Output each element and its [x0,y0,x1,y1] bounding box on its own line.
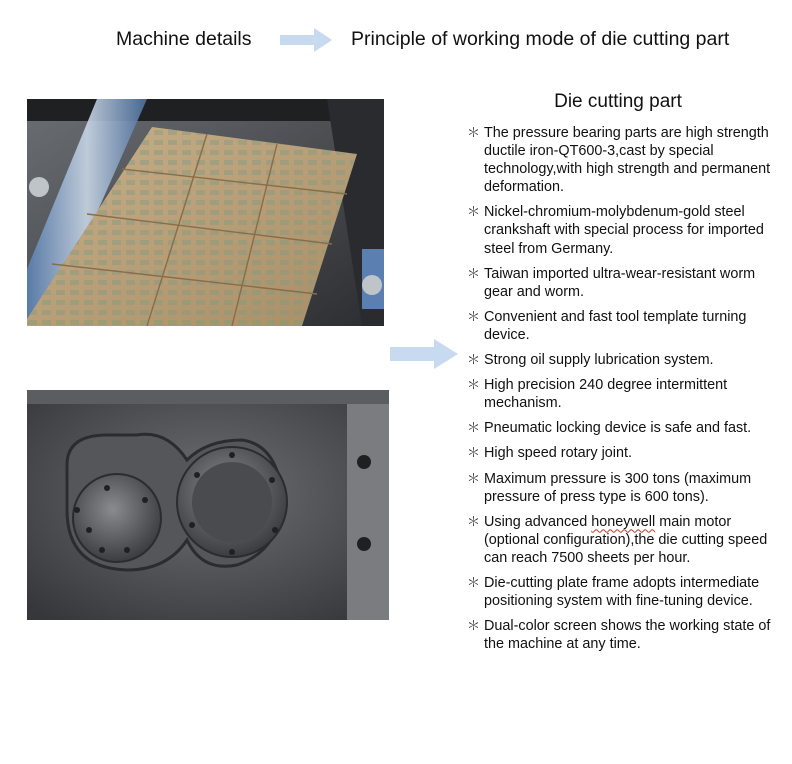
list-item: ＊ High speed rotary joint. [467,445,632,462]
breadcrumb-step-principle: Principle of working mode of die cutting part [351,28,730,50]
right-arrow-icon [280,28,332,52]
list-item: ＊ Taiwan imported ultra-wear-resistant worm gear and worm. [467,265,756,300]
asterisk-bullet-icon: ＊ [467,420,481,436]
asterisk-bullet-icon: ＊ [467,204,481,220]
list-item: ＊ The pressure bearing parts are high strength ductile iron-QT600-3,cast by special technology,with high strength and permanent deformation. [467,125,771,196]
asterisk-bullet-icon: ＊ [467,618,481,634]
list-item: ＊ High precision 240 degree intermittent mechanism. [467,377,728,412]
breadcrumb-step-machine-details: Machine details [116,28,252,50]
asterisk-bullet-icon: ＊ [467,352,481,368]
asterisk-bullet-icon: ＊ [467,265,481,281]
spellcheck-word: honeywell [591,513,656,530]
section-title: Die cutting part [554,91,682,112]
list-item: ＊ Convenient and fast tool template turning device. [467,308,747,343]
list-item: ＊ Die-cutting plate frame adopts intermediate positioning system with fine-tuning device. [467,574,760,610]
list-item: ＊ Pneumatic locking device is safe and fast. [467,420,752,437]
right-arrow-icon [390,339,458,369]
asterisk-bullet-icon: ＊ [467,513,481,529]
asterisk-bullet-icon: ＊ [467,445,481,461]
gear-housing-photo [27,390,389,620]
asterisk-bullet-icon: ＊ [467,308,481,324]
list-item: ＊ Nickel-chromium-molybdenum-gold steel crankshaft with special process for imported steel from Germany. [467,204,764,257]
list-item: ＊ Strong oil supply lubrication system. [467,352,714,369]
die-cutting-plate-photo [27,99,384,326]
list-item: ＊ Dual-color screen shows the working state of the machine at any time. [467,618,771,653]
asterisk-bullet-icon: ＊ [467,125,481,140]
asterisk-bullet-icon: ＊ [467,470,481,486]
asterisk-bullet-icon: ＊ [467,574,481,590]
asterisk-bullet-icon: ＊ [467,377,481,393]
list-item: ＊ Using advanced honeywell main motor (optional configuration),the die cutting speed can reach 7500 sheets per hour. [467,513,768,566]
list-item: ＊ Maximum pressure is 300 tons (maximum pressure of press type is 600 tons). [467,470,752,505]
feature-list [462,124,782,660]
